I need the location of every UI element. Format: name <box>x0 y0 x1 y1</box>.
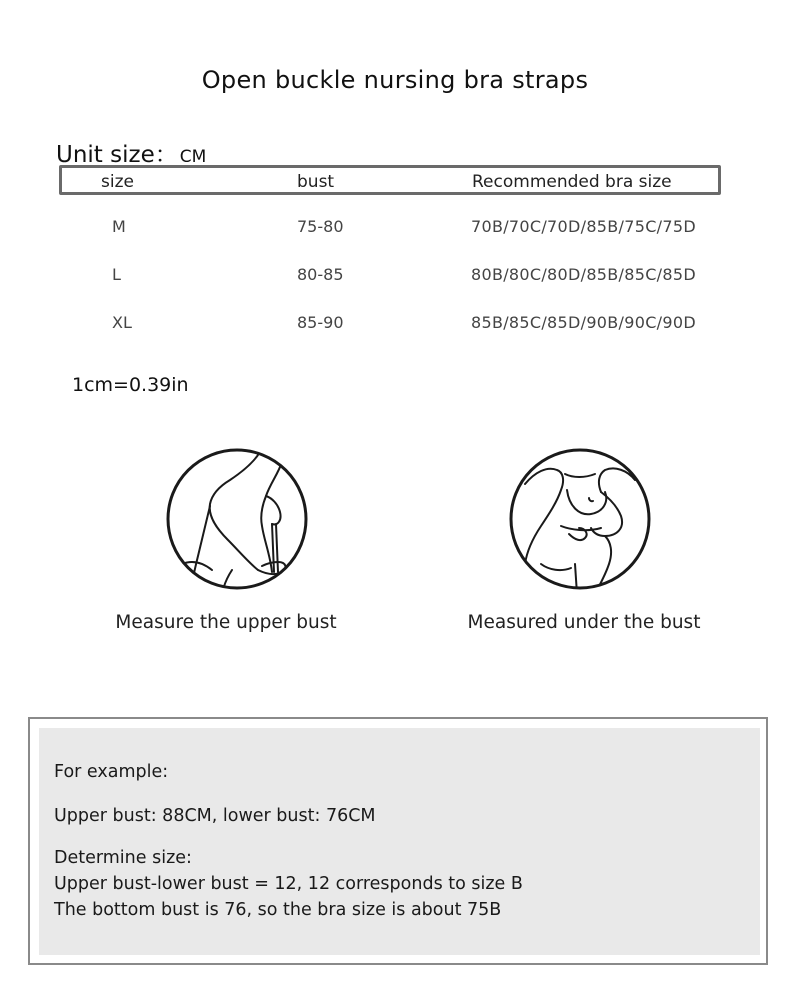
under-bust-caption: Measured under the bust <box>467 612 701 633</box>
row-recommended: 70B/70C/70D/85B/75C/75D <box>471 217 696 236</box>
row-recommended: 80B/80C/80D/85B/85C/85D <box>471 265 696 284</box>
example-box <box>28 717 768 965</box>
unit-label: Unit size： <box>56 142 178 168</box>
example-panel <box>39 728 760 955</box>
size-table-header <box>59 165 721 195</box>
example-result: The bottom bust is 76, so the bra size is about 75B <box>54 900 502 920</box>
row-size: L <box>112 265 121 284</box>
example-heading: For example: <box>54 762 169 782</box>
unit-conversion-note: 1cm=0.39in <box>72 374 189 396</box>
row-bust: 75-80 <box>297 217 344 236</box>
row-bust: 85-90 <box>297 313 344 332</box>
table-row <box>0 217 790 241</box>
row-recommended: 85B/85C/85D/90B/90C/90D <box>471 313 696 332</box>
row-size: M <box>112 217 126 236</box>
upper-bust-measure-illustration <box>162 444 312 594</box>
table-row <box>0 265 790 289</box>
header-bust: bust <box>297 172 335 192</box>
example-measurements: Upper bust: 88CM, lower bust: 76CM <box>54 806 376 826</box>
row-size: XL <box>112 313 132 332</box>
header-size: size <box>101 172 134 192</box>
upper-bust-caption: Measure the upper bust <box>115 612 337 633</box>
unit-value: CM <box>179 147 207 167</box>
header-recommended: Recommended bra size <box>472 172 672 192</box>
page-title: Open buckle nursing bra straps <box>201 66 589 94</box>
example-difference: Upper bust-lower bust = 12, 12 corresponds to size B <box>54 874 523 894</box>
example-determine-size: Determine size: <box>54 848 192 868</box>
under-bust-measure-illustration <box>505 444 655 594</box>
row-bust: 80-85 <box>297 265 344 284</box>
table-row <box>0 313 790 337</box>
